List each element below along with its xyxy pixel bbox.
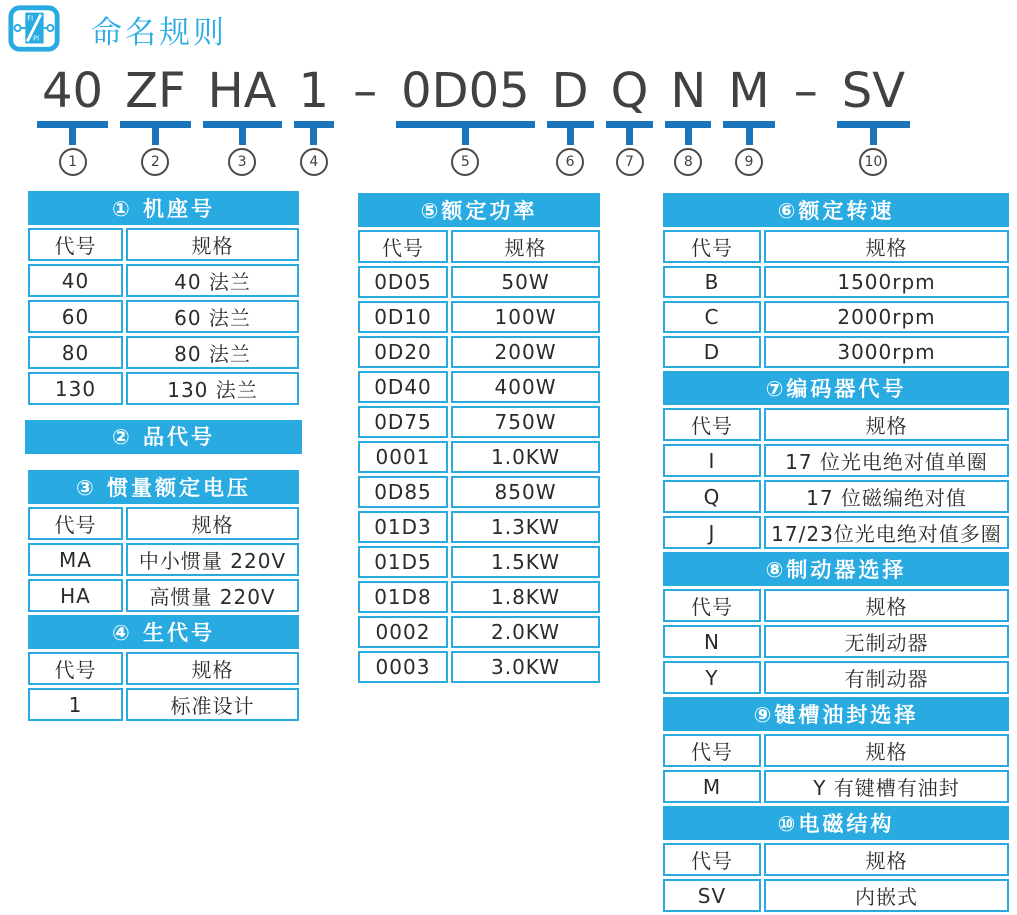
inertia-voltage-and-generation-table (25, 467, 302, 724)
spec-cell: 1.5KW (451, 546, 600, 578)
spec-cell: 高惯量 220V (126, 579, 299, 612)
spec-cell: 2.0KW (451, 616, 600, 648)
section-header: ⑥额定转速 (663, 193, 1009, 227)
segment-tick (239, 128, 246, 145)
frame-size-table (25, 188, 302, 408)
section-header: ⑧制动器选择 (663, 552, 1009, 586)
segment-number-badge: 7 (616, 148, 644, 176)
segment-underline (37, 121, 108, 128)
spec-cell: 有制动器 (764, 661, 1009, 694)
code-cell: 40 (28, 264, 123, 297)
code-column-header: 代号 (663, 843, 761, 876)
spec-cell: Y 有键槽有油封 (764, 770, 1009, 803)
middle-column (355, 190, 603, 686)
code-column-header: 代号 (663, 408, 761, 441)
table-row (358, 616, 600, 648)
table-row (663, 336, 1009, 368)
model-code-segment (841, 63, 906, 176)
table-row (358, 336, 600, 368)
table-row (358, 266, 600, 298)
model-code-segment (351, 63, 379, 176)
code-cell: 80 (28, 336, 123, 369)
table-row (663, 444, 1009, 477)
segment-number-badge: 4 (300, 148, 328, 176)
model-code-segment (42, 63, 104, 176)
spec-cell: 1.3KW (451, 511, 600, 543)
table-row (358, 511, 600, 543)
code-cell: 0002 (358, 616, 448, 648)
code-cell: Y (663, 661, 761, 694)
model-code-segment (207, 63, 277, 176)
code-segment-text: – (353, 63, 378, 119)
code-segment-text: HA (207, 63, 277, 119)
code-column-header: 代号 (358, 230, 448, 263)
table-row (663, 480, 1009, 513)
code-column-header: 代号 (663, 734, 761, 767)
segment-number-badge: 3 (228, 148, 256, 176)
table-row (28, 372, 299, 405)
spec-cell: 60 法兰 (126, 300, 299, 333)
column-header-row (28, 507, 299, 540)
table-row (28, 264, 299, 297)
segment-tick (746, 128, 753, 145)
table-row (28, 688, 299, 721)
section-header: ⑨键槽油封选择 (663, 697, 1009, 731)
segment-underline (723, 121, 774, 128)
spec-cell: 50W (451, 266, 600, 298)
table-row (358, 546, 600, 578)
table-row (28, 336, 299, 369)
speed-encoder-brake-seal-structure-table (660, 190, 1012, 915)
column-header-row (358, 230, 600, 263)
spec-cell: 80 法兰 (126, 336, 299, 369)
table-row (663, 661, 1009, 694)
section-header: ① 机座号 (28, 191, 299, 225)
spec-cell: 2000rpm (764, 301, 1009, 333)
code-column-header: 代号 (663, 589, 761, 622)
table-row (28, 543, 299, 576)
code-cell: C (663, 301, 761, 333)
spec-cell: 400W (451, 371, 600, 403)
segment-tick (567, 128, 574, 145)
code-segment-text: – (793, 63, 818, 119)
table-row (358, 581, 600, 613)
spec-cell: 1500rpm (764, 266, 1009, 298)
table-row (28, 300, 299, 333)
model-code-segment (792, 63, 820, 176)
code-cell: 0001 (358, 441, 448, 473)
spec-cell: 无制动器 (764, 625, 1009, 658)
segment-tick (310, 128, 317, 145)
segment-tick (685, 128, 692, 145)
model-code-segment (670, 63, 707, 176)
code-cell: 130 (28, 372, 123, 405)
code-segment-text: N (670, 63, 707, 119)
segment-number-badge: 5 (451, 148, 479, 176)
code-cell: I (663, 444, 761, 477)
page-title: 命名规则 (91, 14, 227, 51)
spec-cell: 3000rpm (764, 336, 1009, 368)
product-code-banner: ② 品代号 (25, 420, 302, 454)
code-column-header: 代号 (28, 507, 123, 540)
column-header-row (663, 408, 1009, 441)
spec-column-header: 规格 (126, 652, 299, 685)
code-cell: 0D10 (358, 301, 448, 333)
model-code-segment (728, 63, 770, 176)
segment-number-badge: 9 (735, 148, 763, 176)
code-cell: 0003 (358, 651, 448, 683)
spec-cell: 3.0KW (451, 651, 600, 683)
code-segment-text: 0D05 (401, 63, 530, 119)
spec-column-header: 规格 (764, 408, 1009, 441)
code-cell: 0D85 (358, 476, 448, 508)
segment-number-badge: 1 (59, 148, 87, 176)
spec-cell: 850W (451, 476, 600, 508)
column-header-row (663, 589, 1009, 622)
column-header-row (663, 843, 1009, 876)
column-header-row (28, 652, 299, 685)
segment-underline (294, 121, 335, 128)
code-cell: 60 (28, 300, 123, 333)
table-row (663, 516, 1009, 549)
rated-power-table (355, 190, 603, 686)
table-row (663, 625, 1009, 658)
segment-underline (665, 121, 711, 128)
segment-underline (203, 121, 282, 128)
spec-column-header: 规格 (126, 228, 299, 261)
section-header: ⑤额定功率 (358, 193, 600, 227)
segment-underline (606, 121, 654, 128)
code-cell: Q (663, 480, 761, 513)
spec-cell: 17 位磁编绝对值 (764, 480, 1009, 513)
code-cell: 01D3 (358, 511, 448, 543)
section-header: ⑦编码器代号 (663, 371, 1009, 405)
logo-mark-top: FI (27, 14, 34, 23)
spec-cell: 100W (451, 301, 600, 333)
table-row (358, 441, 600, 473)
code-cell: 01D8 (358, 581, 448, 613)
table-row (358, 301, 600, 333)
table-row (28, 579, 299, 612)
code-segment-text: 40 (42, 63, 104, 119)
logo-mark-bottom: PI (33, 34, 40, 43)
section-header: ③ 惯量额定电压 (28, 470, 299, 504)
segment-number-badge: 10 (859, 148, 887, 176)
model-code-segment (551, 63, 589, 176)
table-row (358, 476, 600, 508)
model-code-segment (298, 63, 330, 176)
code-cell: D (663, 336, 761, 368)
column-header-row (663, 230, 1009, 263)
page-header (7, 4, 227, 54)
segment-tick (626, 128, 633, 145)
spec-column-header: 规格 (764, 230, 1009, 263)
spec-cell: 200W (451, 336, 600, 368)
segment-underline (120, 121, 191, 128)
table-row (663, 879, 1009, 912)
section-header: ⑩电磁结构 (663, 806, 1009, 840)
code-cell: 0D05 (358, 266, 448, 298)
code-segment-text: M (728, 63, 770, 119)
table-row (663, 770, 1009, 803)
spec-column-header: 规格 (764, 734, 1009, 767)
code-segment-text: ZF (125, 63, 186, 119)
code-cell: J (663, 516, 761, 549)
segment-tick (870, 128, 877, 145)
column-header-row (28, 228, 299, 261)
table-row (358, 406, 600, 438)
segment-tick (152, 128, 159, 145)
section-header: ④ 生代号 (28, 615, 299, 649)
spec-cell: 内嵌式 (764, 879, 1009, 912)
table-row (663, 266, 1009, 298)
spec-column-header: 规格 (764, 589, 1009, 622)
spec-cell: 中小惯量 220V (126, 543, 299, 576)
code-cell: B (663, 266, 761, 298)
code-cell: MA (28, 543, 123, 576)
segment-number-badge: 8 (674, 148, 702, 176)
code-cell: SV (663, 879, 761, 912)
model-code (42, 63, 906, 176)
segment-number-badge: 2 (141, 148, 169, 176)
brand-logo-icon (7, 4, 61, 54)
segment-number-badge: 6 (556, 148, 584, 176)
spec-cell: 17/23位光电绝对值多圈 (764, 516, 1009, 549)
segment-underline (837, 121, 910, 128)
spec-column-header: 规格 (764, 843, 1009, 876)
table-row (663, 301, 1009, 333)
segment-underline (396, 121, 535, 128)
code-column-header: 代号 (663, 230, 761, 263)
table-row (358, 651, 600, 683)
spec-cell: 1.8KW (451, 581, 600, 613)
code-column-header: 代号 (28, 652, 123, 685)
model-code-segment (125, 63, 186, 176)
code-cell: N (663, 625, 761, 658)
spec-cell: 1.0KW (451, 441, 600, 473)
code-cell: 1 (28, 688, 123, 721)
code-segment-text: 1 (298, 63, 330, 119)
code-column-header: 代号 (28, 228, 123, 261)
spec-cell: 40 法兰 (126, 264, 299, 297)
code-cell: 0D40 (358, 371, 448, 403)
code-cell: 0D75 (358, 406, 448, 438)
spec-cell: 17 位光电绝对值单圈 (764, 444, 1009, 477)
segment-tick (462, 128, 469, 145)
code-segment-text: Q (610, 63, 649, 119)
column-header-row (663, 734, 1009, 767)
left-column (25, 188, 302, 724)
code-cell: 01D5 (358, 546, 448, 578)
model-code-segment (610, 63, 649, 176)
code-segment-text: SV (841, 63, 906, 119)
segment-underline (547, 121, 594, 128)
model-code-segment (401, 63, 530, 176)
spec-cell: 130 法兰 (126, 372, 299, 405)
spec-column-header: 规格 (451, 230, 600, 263)
code-cell: HA (28, 579, 123, 612)
code-segment-text: D (551, 63, 589, 119)
spec-cell: 标准设计 (126, 688, 299, 721)
code-cell: 0D20 (358, 336, 448, 368)
code-cell: M (663, 770, 761, 803)
table-row (358, 371, 600, 403)
segment-tick (69, 128, 76, 145)
spec-column-header: 规格 (126, 507, 299, 540)
right-column (660, 190, 1012, 915)
spec-cell: 750W (451, 406, 600, 438)
